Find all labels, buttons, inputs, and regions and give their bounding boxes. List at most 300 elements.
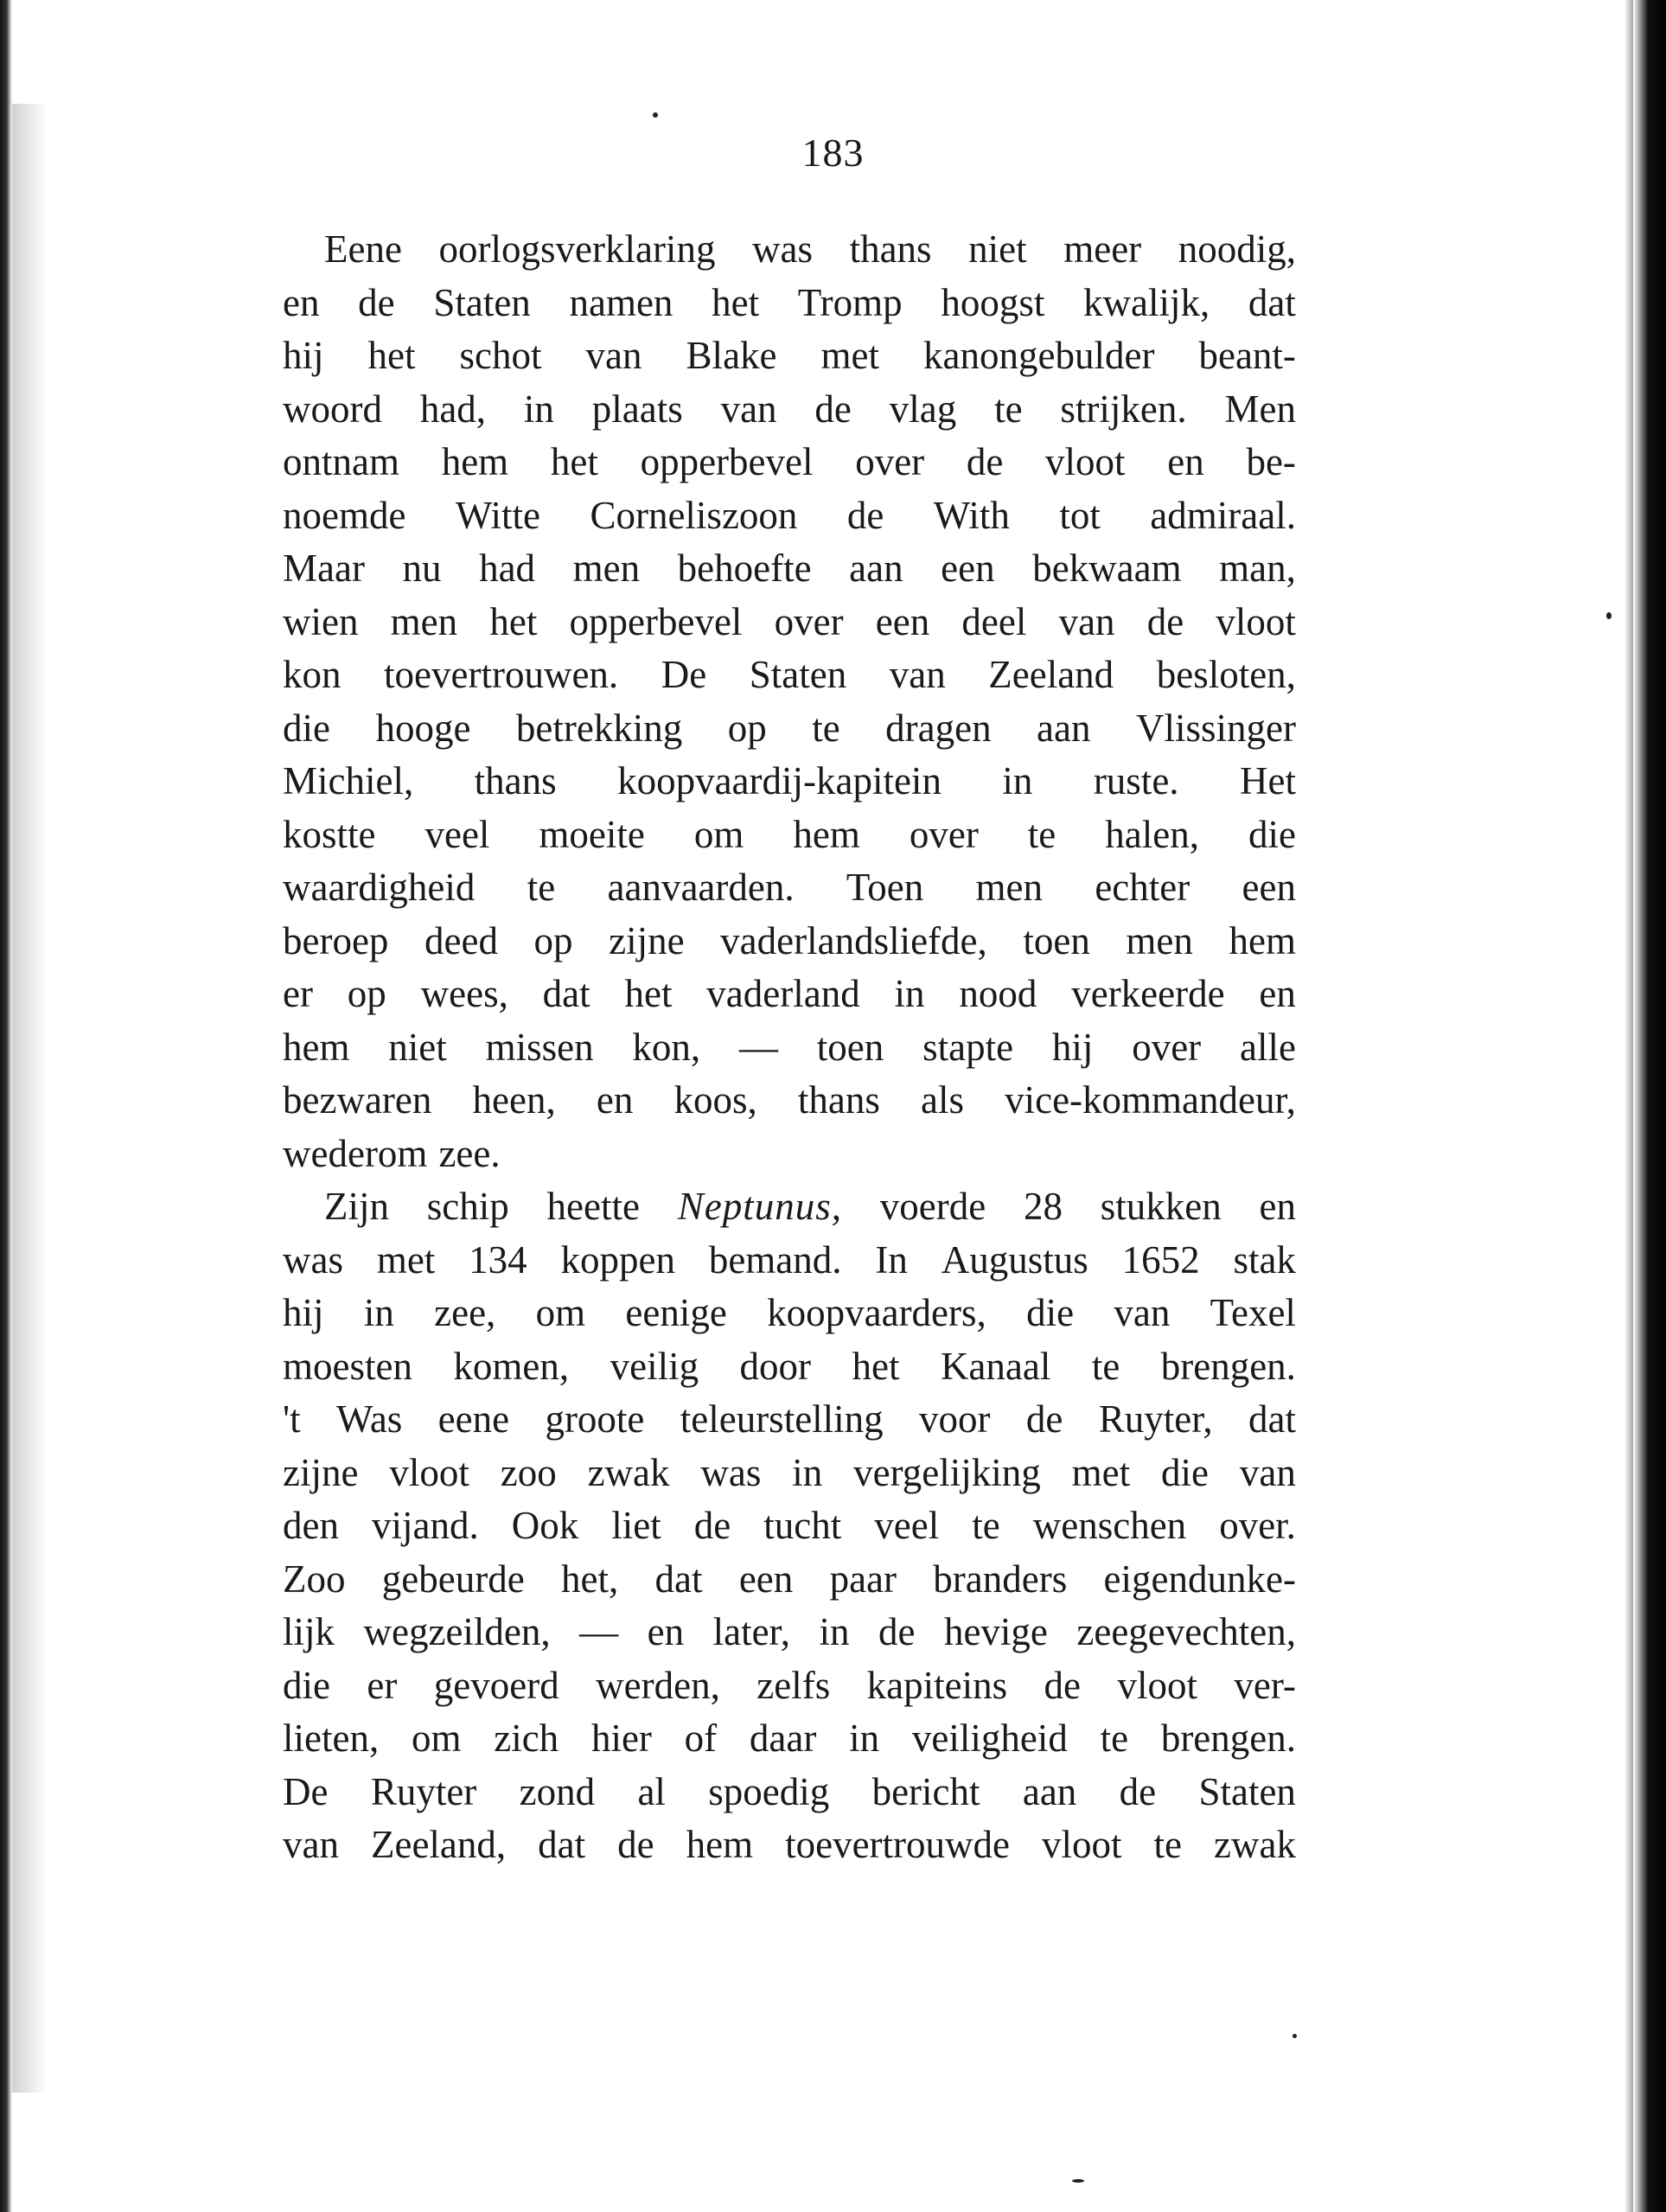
word: van xyxy=(1239,1450,1296,1494)
text-line xyxy=(283,1819,1296,1872)
ship-name-word: Neptunus, xyxy=(677,1185,842,1228)
word: over xyxy=(774,599,844,643)
word: die xyxy=(1161,1450,1210,1494)
word: eenige xyxy=(625,1291,727,1334)
word: koopvaardij-kapitein xyxy=(617,759,942,802)
word: moeite xyxy=(539,812,645,856)
word: zond xyxy=(519,1769,596,1813)
word: zwak xyxy=(587,1450,670,1494)
word: de xyxy=(966,440,1004,483)
word: en xyxy=(1259,972,1296,1015)
text-line xyxy=(283,861,1296,915)
word: hij xyxy=(283,1291,324,1334)
word: ruste. xyxy=(1093,759,1179,802)
text-line xyxy=(283,383,1296,437)
word: en xyxy=(596,1078,634,1122)
text-line xyxy=(283,649,1296,702)
word: het, xyxy=(561,1557,619,1601)
word: liet xyxy=(611,1504,661,1547)
word: zeegevechten, xyxy=(1076,1610,1296,1653)
text-line xyxy=(283,1021,1296,1075)
word: aan xyxy=(849,547,903,590)
word: Staten xyxy=(749,653,847,696)
word: bezwaren xyxy=(283,1078,432,1122)
word: kostte xyxy=(283,812,376,856)
word: zelfs xyxy=(756,1663,831,1707)
word: wees, xyxy=(420,972,508,1015)
word: de xyxy=(878,1610,916,1653)
word: het xyxy=(712,280,760,324)
word: Augustus xyxy=(941,1237,1088,1282)
word: 134 xyxy=(469,1237,527,1282)
word: te xyxy=(527,866,556,909)
word: Zijn xyxy=(324,1185,389,1228)
word: tucht xyxy=(763,1504,842,1547)
word: teleurstelling xyxy=(680,1397,884,1441)
word: verkeerde xyxy=(1071,972,1225,1015)
word: vaderlandsliefde, xyxy=(720,918,987,962)
word: nood xyxy=(959,972,1037,1015)
word: het xyxy=(367,334,416,377)
word: namen xyxy=(569,280,673,324)
word: zee, xyxy=(434,1291,496,1334)
text-line xyxy=(283,596,1296,649)
word: stak xyxy=(1233,1237,1296,1282)
word: en xyxy=(1259,1185,1296,1228)
word: vice-kommandeur, xyxy=(1005,1078,1296,1122)
word: en xyxy=(1167,440,1204,483)
word: behoefte xyxy=(677,547,812,590)
word: 1652 xyxy=(1121,1237,1200,1282)
word: aanvaarden. xyxy=(607,866,795,909)
word: wederom xyxy=(283,1131,428,1175)
word: werden, xyxy=(596,1663,720,1707)
word: oorlogsverklaring xyxy=(438,227,716,271)
word: vlag xyxy=(889,387,957,431)
word: Ook xyxy=(511,1504,579,1547)
word: noemde xyxy=(283,493,406,537)
word: gebeurde xyxy=(381,1557,525,1601)
text-line xyxy=(283,1234,1296,1288)
word: te xyxy=(1027,812,1056,856)
word: brengen. xyxy=(1160,1717,1296,1760)
word: in xyxy=(849,1717,880,1760)
word: van xyxy=(1114,1291,1171,1334)
word: woord xyxy=(283,387,382,431)
text-line xyxy=(283,1606,1296,1659)
word: man, xyxy=(1219,547,1296,590)
word: zich xyxy=(494,1717,559,1760)
body-text xyxy=(283,223,1296,1872)
word: dat xyxy=(542,972,590,1015)
word: de xyxy=(1025,1397,1063,1441)
word: 't xyxy=(283,1397,301,1441)
word: had, xyxy=(419,387,487,431)
word: te xyxy=(972,1504,1000,1547)
word: missen xyxy=(485,1025,594,1069)
word: in xyxy=(1002,759,1033,802)
word: heen, xyxy=(472,1078,556,1122)
word: en xyxy=(283,280,320,324)
word: met xyxy=(376,1237,436,1282)
word: heette xyxy=(546,1185,640,1228)
word: dragen xyxy=(885,706,992,750)
word: groote xyxy=(545,1397,645,1441)
word: in xyxy=(363,1291,394,1334)
word: nu xyxy=(402,547,442,590)
word: opperbevel xyxy=(640,440,814,483)
word: die xyxy=(283,1663,330,1707)
word: te xyxy=(1153,1823,1183,1866)
text-line xyxy=(283,542,1296,596)
word: Witte xyxy=(455,493,541,537)
word: tot xyxy=(1059,493,1101,537)
word: had xyxy=(479,547,536,590)
word: van xyxy=(585,334,642,377)
word: toevertrouwde xyxy=(785,1823,1011,1866)
word: strijken. xyxy=(1060,387,1187,431)
word: meer xyxy=(1063,227,1142,271)
scan-shadow-right xyxy=(1625,0,1633,2212)
word: dat xyxy=(1248,1397,1296,1441)
word: later, xyxy=(712,1610,790,1653)
word: die xyxy=(1026,1291,1075,1334)
word: vloot xyxy=(1216,599,1296,643)
word: spoedig xyxy=(708,1769,830,1813)
word: met xyxy=(1071,1450,1131,1494)
word: het xyxy=(852,1344,900,1388)
word: vloot xyxy=(1045,440,1126,483)
word: Blake xyxy=(686,334,777,377)
text-line xyxy=(283,436,1296,489)
word: Het xyxy=(1239,759,1296,802)
text-line xyxy=(283,1074,1296,1128)
word: hij xyxy=(283,334,324,377)
word: kapiteins xyxy=(866,1663,1008,1707)
word: koopvaarders, xyxy=(767,1291,986,1334)
word: betrekking xyxy=(515,706,683,750)
word: veiligheid xyxy=(911,1717,1068,1760)
word: Tromp xyxy=(797,280,903,324)
word: te xyxy=(812,706,840,750)
word: door xyxy=(739,1344,812,1388)
word: zijne xyxy=(609,918,685,962)
word: te xyxy=(1091,1344,1120,1388)
word: Staten xyxy=(1198,1769,1296,1813)
word: in xyxy=(792,1450,823,1494)
text-line xyxy=(283,1499,1296,1553)
word: waardigheid xyxy=(283,866,476,909)
text-line xyxy=(283,968,1296,1021)
word: ontnam xyxy=(283,440,399,483)
word: al xyxy=(637,1769,666,1813)
word: vaderland xyxy=(706,972,860,1015)
word: — xyxy=(738,1025,778,1069)
text-line xyxy=(283,329,1296,383)
word: opperbevel xyxy=(569,599,743,643)
word: in xyxy=(894,972,925,1015)
word: van xyxy=(283,1823,339,1866)
word: over. xyxy=(1219,1504,1296,1547)
word: niet xyxy=(968,227,1027,271)
scan-shadow-left xyxy=(12,104,47,2093)
word: voerde xyxy=(879,1185,986,1228)
word: om xyxy=(535,1291,586,1334)
word: aan xyxy=(1022,1769,1077,1813)
word: in xyxy=(819,1610,850,1653)
word: thans xyxy=(474,759,557,802)
word: veilig xyxy=(610,1344,699,1388)
word: vijand. xyxy=(372,1504,479,1547)
word: toen xyxy=(816,1025,884,1069)
word: over xyxy=(1132,1025,1202,1069)
text-line xyxy=(283,1447,1296,1500)
word: hem xyxy=(793,812,860,856)
word: om xyxy=(411,1717,462,1760)
word: als xyxy=(920,1078,964,1122)
word: moesten xyxy=(283,1344,412,1388)
word: om xyxy=(693,812,744,856)
word: eigendunke- xyxy=(1103,1557,1296,1601)
word: de xyxy=(617,1823,654,1866)
word: besloten, xyxy=(1156,653,1296,696)
paragraph xyxy=(283,1180,1296,1872)
word: alle xyxy=(1239,1025,1296,1069)
word: die xyxy=(283,706,330,750)
word: Texel xyxy=(1210,1291,1296,1334)
word: bemand. xyxy=(708,1237,842,1282)
word: Vlissinger xyxy=(1135,706,1296,750)
word: — xyxy=(579,1610,619,1653)
word: van xyxy=(720,387,777,431)
word: bericht xyxy=(871,1769,980,1813)
text-line xyxy=(283,277,1296,330)
word: de xyxy=(1146,599,1184,643)
paragraph xyxy=(283,223,1296,1180)
text-line xyxy=(283,1659,1296,1713)
word: deel xyxy=(961,599,1027,643)
word: een xyxy=(738,1557,794,1601)
word: deed xyxy=(424,918,498,962)
word: hier xyxy=(590,1717,652,1760)
scan-edge-left xyxy=(0,0,12,2212)
word: 28 xyxy=(1023,1185,1063,1228)
word: zijne xyxy=(283,1450,359,1494)
word: dat xyxy=(654,1557,703,1601)
word: de xyxy=(814,387,852,431)
word: wegzeilden, xyxy=(363,1610,551,1653)
word: koppen xyxy=(560,1237,675,1282)
word: Kanaal xyxy=(940,1344,1051,1388)
word: noodig, xyxy=(1178,227,1296,271)
word: paar xyxy=(829,1557,897,1601)
word: wenschen xyxy=(1032,1504,1187,1547)
word: te xyxy=(1100,1717,1129,1760)
scan-edge-right xyxy=(1633,0,1666,2212)
text-line xyxy=(283,1766,1296,1819)
word: die xyxy=(1248,812,1296,856)
word: vloot xyxy=(1042,1823,1122,1866)
word: plaats xyxy=(591,387,683,431)
scan-speck xyxy=(1293,2034,1297,2038)
word: het xyxy=(489,599,538,643)
word: men xyxy=(390,599,458,643)
word: van xyxy=(889,653,946,696)
word: over xyxy=(909,812,979,856)
text-line xyxy=(283,1180,1296,1234)
word: wien xyxy=(283,599,359,643)
text-line xyxy=(283,702,1296,756)
word: schip xyxy=(426,1185,509,1228)
word: Staten xyxy=(433,280,531,324)
word: op xyxy=(347,972,386,1015)
word: De xyxy=(661,653,707,696)
scan-speck xyxy=(1072,2179,1084,2183)
word: kwalijk, xyxy=(1083,280,1210,324)
word: admiraal. xyxy=(1150,493,1296,537)
word: thans xyxy=(849,227,932,271)
word: men xyxy=(1126,918,1193,962)
word: be- xyxy=(1246,440,1296,483)
text-line xyxy=(283,1128,1296,1181)
word: De xyxy=(283,1769,329,1813)
word: vergelijking xyxy=(853,1450,1041,1494)
text-line xyxy=(283,915,1296,969)
word: een xyxy=(875,599,930,643)
word: stapte xyxy=(922,1025,1014,1069)
word: niet xyxy=(388,1025,447,1069)
word: zwak xyxy=(1214,1823,1296,1866)
word: With xyxy=(933,493,1010,537)
word: hem xyxy=(441,440,509,483)
word: hevige xyxy=(943,1610,1048,1653)
word: veel xyxy=(874,1504,940,1547)
word: Toen xyxy=(846,866,924,909)
word: de xyxy=(846,493,884,537)
word: Eene xyxy=(324,227,402,271)
text-line xyxy=(283,1340,1296,1394)
word: over xyxy=(855,440,925,483)
word: Zoo xyxy=(283,1557,346,1601)
word: kon xyxy=(283,653,341,696)
word: hij xyxy=(1051,1025,1094,1069)
word: of xyxy=(684,1717,718,1760)
scan-speck xyxy=(1606,612,1612,619)
word: voor xyxy=(919,1397,991,1441)
word: op xyxy=(533,918,573,962)
word: Michiel, xyxy=(283,759,414,802)
word: in xyxy=(523,387,554,431)
word: daar xyxy=(749,1717,817,1760)
word: Zeeland, xyxy=(370,1823,507,1866)
word: er xyxy=(367,1663,398,1707)
word: hem xyxy=(283,1025,350,1069)
word: Corneliszoon xyxy=(590,493,798,537)
text-line xyxy=(283,1712,1296,1766)
word: zee. xyxy=(438,1131,501,1175)
word: Ruyter, xyxy=(1098,1397,1213,1441)
word: een xyxy=(1242,866,1296,909)
text-line xyxy=(283,809,1296,862)
word: het xyxy=(550,440,598,483)
word: brengen. xyxy=(1160,1344,1296,1388)
word: lijk xyxy=(283,1610,335,1653)
word: hooge xyxy=(375,706,471,750)
word: halen, xyxy=(1105,812,1199,856)
word: dat xyxy=(1248,280,1296,324)
word: zoo xyxy=(500,1450,557,1494)
word: hoogst xyxy=(941,280,1045,324)
word: een xyxy=(941,547,995,590)
word: hem xyxy=(1229,918,1296,962)
word: echter xyxy=(1095,866,1190,909)
word: den xyxy=(283,1504,339,1547)
word: en xyxy=(647,1610,685,1653)
page-number: 183 xyxy=(801,131,865,175)
word: vloot xyxy=(1117,1663,1197,1707)
word: het xyxy=(624,972,673,1015)
text-line xyxy=(283,755,1296,809)
word: de xyxy=(1119,1769,1157,1813)
word: Zeeland xyxy=(988,653,1114,696)
word: komen, xyxy=(453,1344,570,1388)
word: de xyxy=(693,1504,731,1547)
word: eene xyxy=(437,1397,510,1441)
word: dat xyxy=(538,1823,586,1866)
word: beroep xyxy=(283,918,389,962)
word: aan xyxy=(1037,706,1091,750)
word: men xyxy=(572,547,641,590)
word: de xyxy=(358,280,395,324)
word: schot xyxy=(459,334,542,377)
text-line xyxy=(283,223,1296,277)
word: In xyxy=(875,1237,908,1282)
word: Maar xyxy=(283,547,365,590)
word: ver- xyxy=(1234,1663,1296,1707)
word: veel xyxy=(424,812,490,856)
word: men xyxy=(975,866,1044,909)
scan-speck xyxy=(653,112,658,118)
word: Ruyter xyxy=(370,1769,477,1813)
word: koos, xyxy=(673,1078,757,1122)
word: beant- xyxy=(1198,334,1296,377)
word: Was xyxy=(335,1397,403,1441)
word: kon, xyxy=(632,1025,701,1069)
word: de xyxy=(1044,1663,1082,1707)
word: er xyxy=(283,972,313,1015)
word: kanongebulder xyxy=(923,334,1155,377)
word: Men xyxy=(1224,387,1296,431)
word: was xyxy=(283,1237,343,1282)
word: was xyxy=(700,1450,762,1494)
word: toen xyxy=(1023,918,1090,962)
word: toevertrouwen. xyxy=(384,653,619,696)
word: bekwaam xyxy=(1032,547,1182,590)
word: was xyxy=(752,227,813,271)
text-line xyxy=(283,1287,1296,1340)
word: hem xyxy=(686,1823,754,1866)
word: met xyxy=(820,334,880,377)
text-line xyxy=(283,1393,1296,1447)
word: gevoerd xyxy=(433,1663,559,1707)
word: te xyxy=(994,387,1023,431)
word: lieten, xyxy=(283,1717,380,1760)
word: van xyxy=(1058,599,1115,643)
text-line xyxy=(283,1553,1296,1607)
word: branders xyxy=(933,1557,1068,1601)
text-line xyxy=(283,489,1296,543)
word: vloot xyxy=(389,1450,469,1494)
